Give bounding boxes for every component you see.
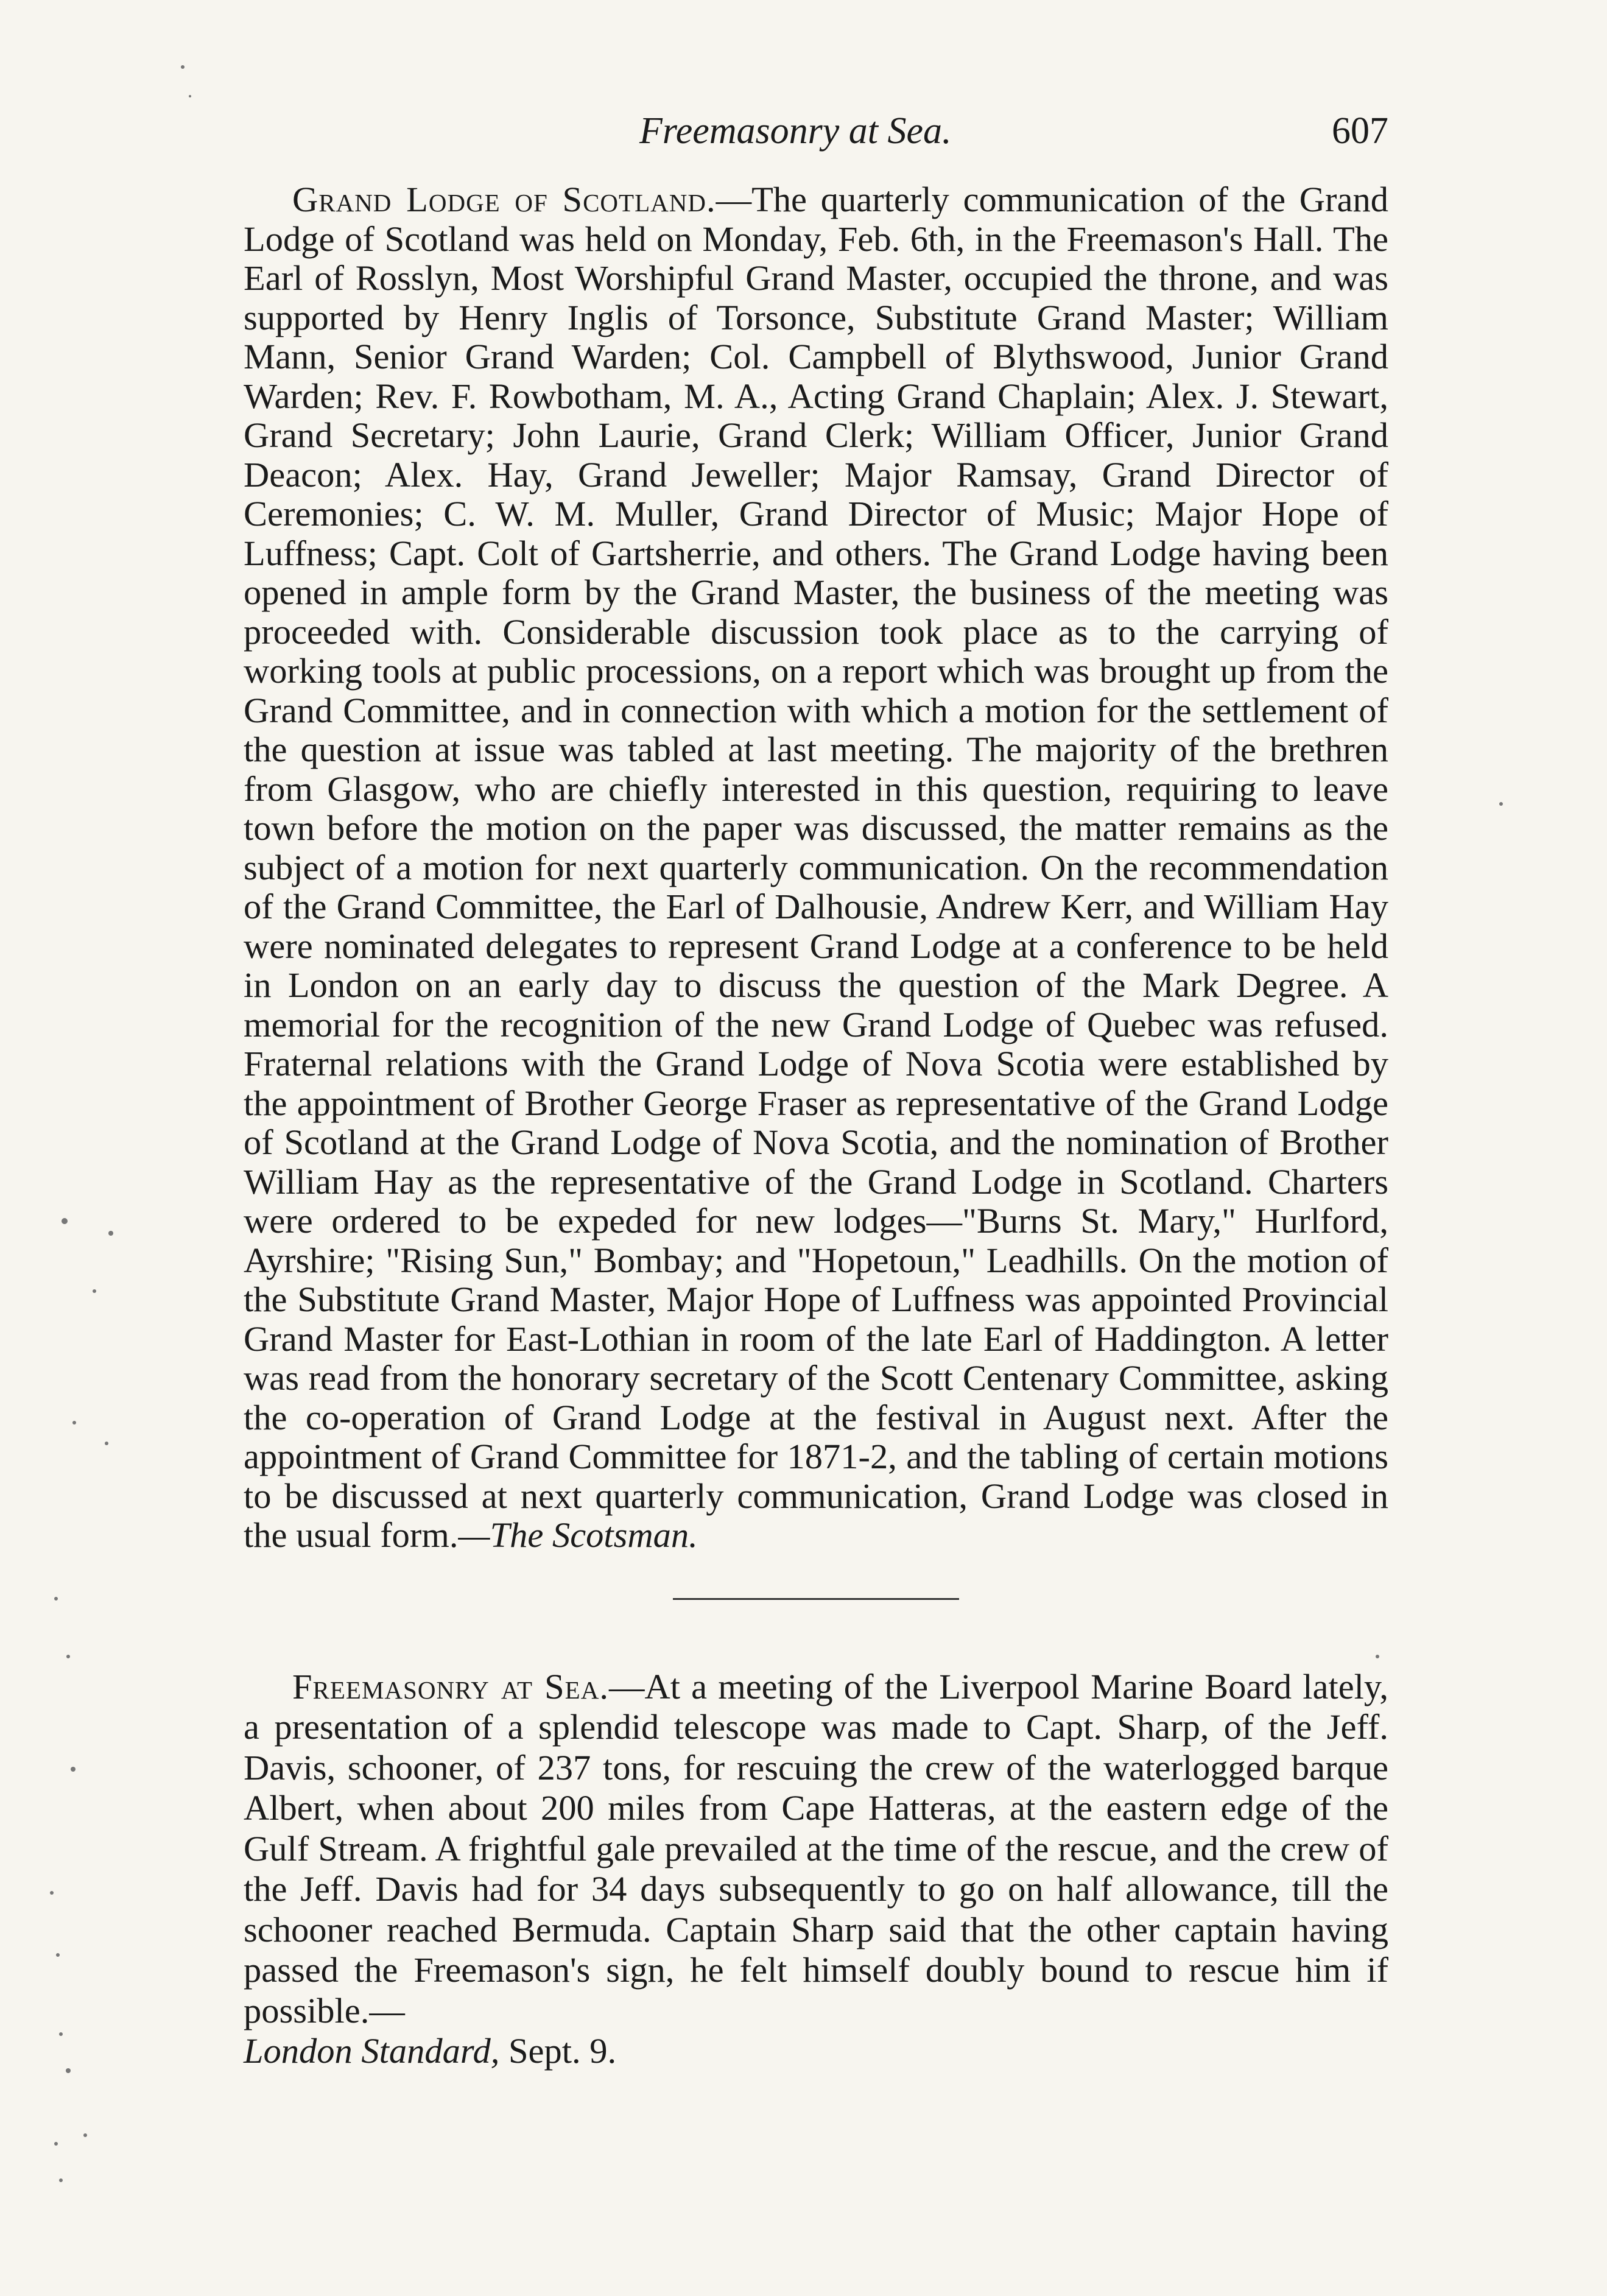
page-header — [244, 110, 1388, 158]
page — [244, 110, 1388, 2072]
article-freemasonry-at-sea — [244, 1667, 1388, 2072]
article-body: —The quarterly communication of the Grand Lodge of Scotland was held on Monday, Feb. 6th, in the Freemason's Hall. The Earl of Rosslyn, Most Worshipful Grand Master, occupied the throne, and was supported by Henry Inglis of Torsonce, Substitute Grand Master; William Mann, Senior Grand Warden; Col. Campbell of Blythswood, Junior Grand Warden; Rev. F. Rowbotham, M. A., Acting Grand Chaplain; Alex. J. Stewart, Grand Secretary; John Laurie, Grand Clerk; William Officer, Junior Grand Deacon; Alex. Hay, Grand Jeweller; Major Ramsay, Grand Director of Ceremonies; C. W. M. Muller, Grand Director of Music; Major Hope of Luffness; Capt. Colt of Gartsherrie, and others. The Grand Lodge having been opened in ample form by the Grand Master, the business of the meeting was proceeded with. Considerable discussion took place as to the carrying of working tools at public processions, on a report which was brought up from the Grand Committee, and in connection with which a motion for the settlement of the question at issue was tabled at last meeting. The majority of the brethren from Glasgow, who are chiefly interested in this question, requiring to leave town before the motion on the paper was discussed, the matter remains as the subject of a motion for next quarterly communication. On the recommendation of the Grand Committee, the Earl of Dalhousie, Andrew Kerr, and William Hay were nominated delegates to represent Grand Lodge at a conference to be held in London on an early day to discuss the question of the Mark Degree. A memorial for the recognition of the new Grand Lodge of Quebec was refused. Fraternal relations with the Grand Lodge of Nova Scotia were established by the appointment of Brother George Fraser as representative of the Grand Lodge of Scotland at the Grand Lodge of Nova Scotia, and the nomination of Brother William Hay as the representative of the Grand Lodge in Scotland. Charters were ordered to be expeded for new lodges—"Burns St. Mary," Hurlford, Ayrshire; "Rising Sun," Bombay; and "Hopetoun," Leadhills. On the motion of the Substitute Grand Master, Major Hope of Luffness was appointed Provincial Grand Master for East-Lothian in room of the late Earl of Haddington. A letter was read from the honorary secretary of the Scott Centenary Committee, asking the co-operation of Grand Lodge at the festival in August next. After the appointment of Grand Committee for 1871-2, and the tabling of certain motions to be discussed at next quarterly communication, Grand Lodge was closed in the usual form. — [244, 180, 1388, 1555]
article-heading: Grand Lodge of Scotland. — [292, 180, 716, 219]
article-source: London Standard, — [244, 2031, 500, 2071]
running-title: Freemasonry at Sea. — [639, 110, 952, 152]
article-heading: Freemasonry at Sea. — [292, 1666, 609, 1706]
page-number: 607 — [1332, 110, 1388, 152]
article-source: —The Scotsman. — [458, 1515, 698, 1555]
article-date: Sept. 9. — [499, 2031, 617, 2071]
article-body: —At a meeting of the Liverpool Marine Board lately, a presentation of a splendid telescope was made to Capt. Sharp, of the Jeff. Davis, schooner, of 237 tons, for rescuing the crew of the waterlogged barque Albert, when about 200 miles from Cape Hatteras, at the eastern edge of the Gulf Stream. A frightful gale prevailed at the time of the rescue, and the crew of the Jeff. Davis had for 34 days subsequently to go on half allowance, till the schooner reached Bermuda. Captain Sharp said that the other captain having passed the Freemason's sign, he felt himself doubly bound to rescue him if possible.— — [244, 1666, 1389, 2030]
article-grand-lodge-of-scotland — [244, 180, 1388, 1555]
section-divider — [673, 1598, 959, 1600]
